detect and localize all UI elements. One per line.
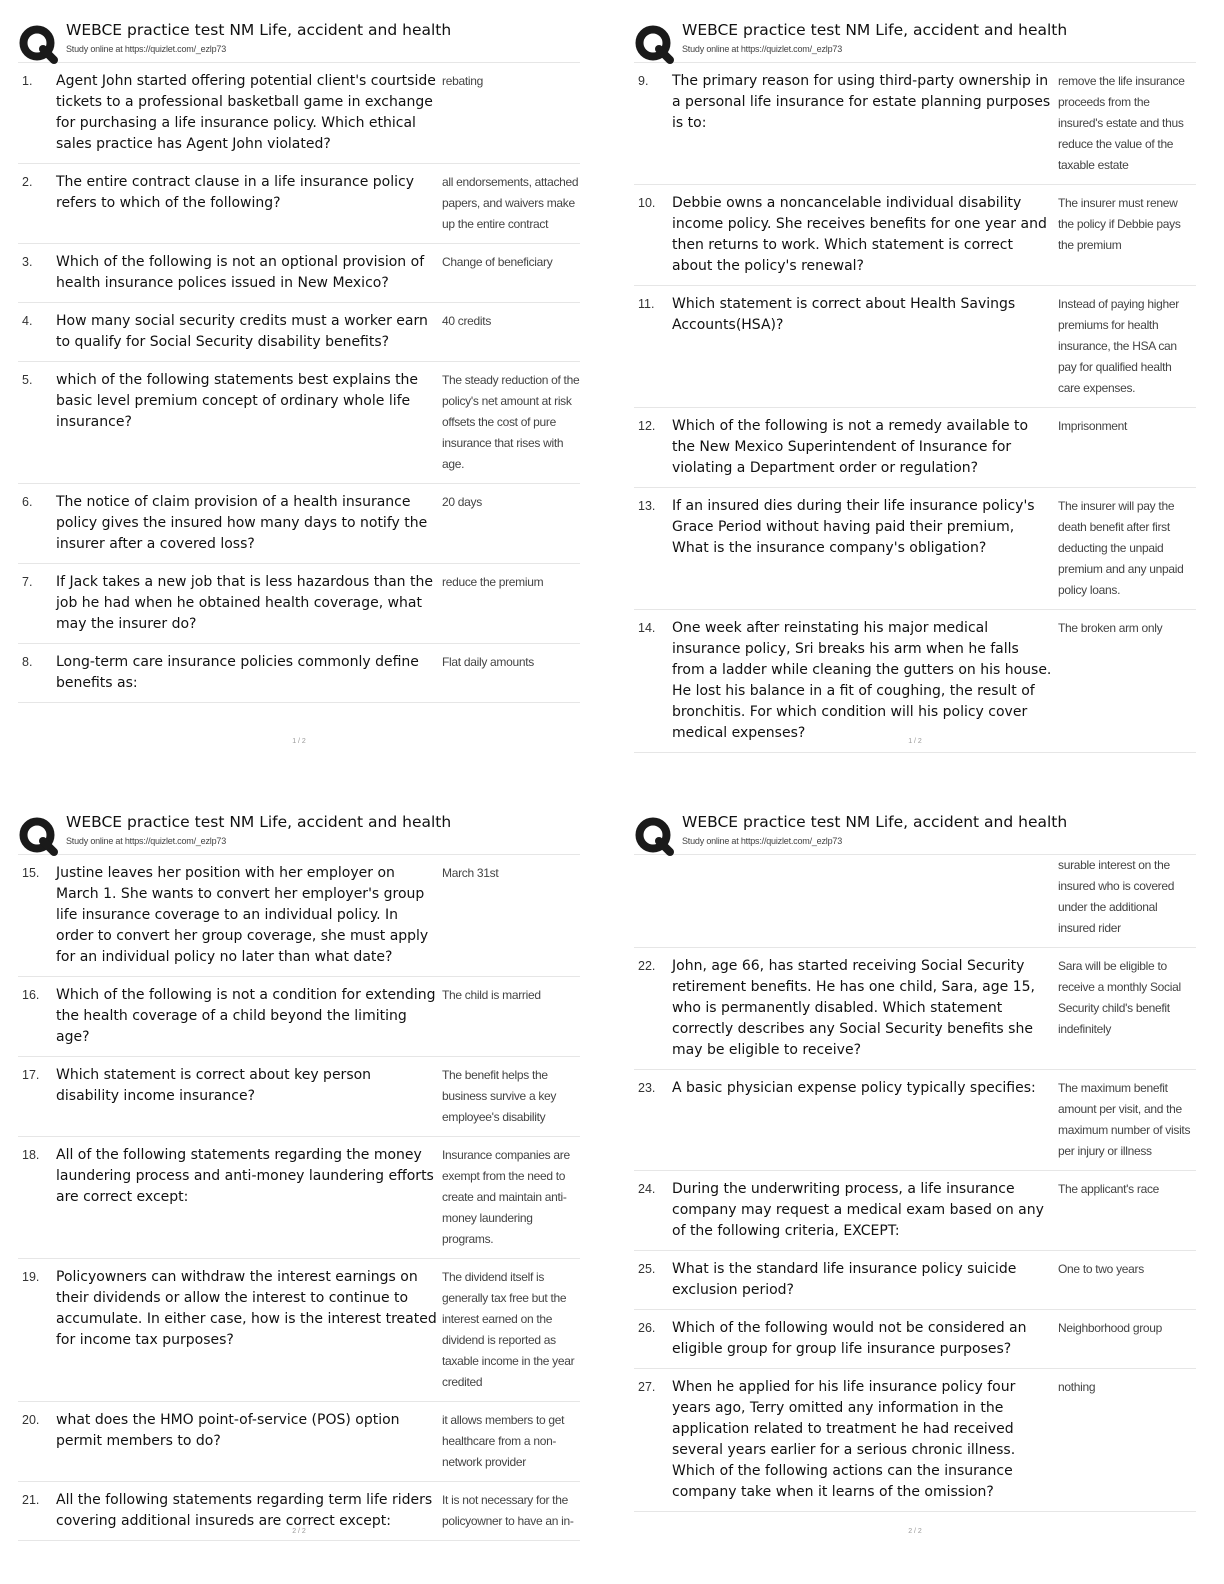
page-title: WEBCE practice test NM Life, accident and health — [66, 813, 452, 831]
study-online-link[interactable]: Study online at https://quizlet.com/_ezlp73 — [682, 836, 843, 846]
answer-text: Imprisonment — [1058, 419, 1128, 433]
question-row — [18, 855, 580, 977]
question-number: 21. — [22, 1493, 40, 1507]
question-row — [634, 948, 1196, 1070]
page-number: 1 / 2 — [292, 738, 306, 745]
question-row — [18, 564, 580, 644]
quizlet-logo-icon — [18, 24, 58, 64]
page-4 — [634, 810, 1196, 1535]
question-number: 17. — [22, 1068, 40, 1082]
question-row — [18, 1137, 580, 1259]
question-row — [634, 63, 1196, 185]
question-row — [634, 1070, 1196, 1171]
answer-text: Insurance companies are exempt from the need to create and maintain anti-money laundering programs. — [442, 1148, 570, 1246]
continued-answer-row — [634, 855, 1196, 948]
question-number: 6. — [22, 495, 33, 509]
question-text: Debbie owns a noncancelable individual disability income policy. She receives benefits for one year and then returns to work. Which statement is correct about the policy's renewal? — [672, 195, 1047, 274]
question-text: One week after reinstating his major medical insurance policy, Sri breaks his arm when he falls from a ladder while cleaning the gutters on his house. He lost his balance in a fit of coughing, the result of bronchitis. For which condition will his policy cover medical expenses? — [672, 620, 1052, 741]
answer-text: March 31st — [442, 866, 499, 880]
question-number: 5. — [22, 373, 33, 387]
question-number: 20. — [22, 1413, 40, 1427]
answer-text: The maximum benefit amount per visit, and the maximum number of visits per injury or illness — [1058, 1081, 1191, 1158]
answer-text: The benefit helps the business survive a key employee's disability — [442, 1068, 557, 1124]
page-1 — [18, 18, 580, 745]
question-text: If Jack takes a new job that is less hazardous than the job he had when he obtained health coverage, what may the insurer do? — [56, 574, 433, 632]
question-row — [18, 1259, 580, 1402]
question-row — [18, 1402, 580, 1482]
question-text: The entire contract clause in a life insurance policy refers to which of the following? — [56, 174, 414, 211]
question-text: All of the following statements regarding the money laundering process and anti-money laundering efforts are correct except: — [56, 1147, 434, 1205]
answer-text: rebating — [442, 74, 483, 88]
question-row — [18, 244, 580, 303]
page-title: WEBCE practice test NM Life, accident and health — [66, 21, 452, 39]
question-row — [18, 63, 580, 164]
question-text: The notice of claim provision of a health insurance policy gives the insured how many days to notify the insurer after a covered loss? — [56, 494, 428, 552]
question-list — [634, 62, 1196, 753]
answer-text: nothing — [1058, 1380, 1096, 1394]
page-header — [634, 810, 1196, 854]
answer-text: The steady reduction of the policy's net amount at risk offsets the cost of pure insurance that rises with age. — [442, 373, 580, 471]
answer-text: Instead of paying higher premiums for health insurance, the HSA can pay for qualified health care expenses. — [1058, 297, 1179, 395]
page-title: WEBCE practice test NM Life, accident and health — [682, 21, 1068, 39]
question-number: 8. — [22, 655, 33, 669]
answer-text: It is not necessary for the policyowner to have an in- — [442, 1493, 574, 1528]
question-number — [634, 855, 672, 939]
question-row — [634, 488, 1196, 610]
question-number: 14. — [638, 621, 656, 635]
answer-text: 40 credits — [442, 314, 492, 328]
question-number: 24. — [638, 1182, 656, 1196]
answer-text: 20 days — [442, 495, 482, 509]
page-number: 1 / 2 — [908, 738, 922, 745]
question-text: Justine leaves her position with her employer on March 1. She wants to convert her employer's group life insurance coverage to an individual policy. In order to convert her group coverage, she must apply for an individual policy no later than what date? — [56, 865, 429, 965]
answer-text: The broken arm only — [1058, 621, 1163, 635]
question-row — [634, 1171, 1196, 1251]
quizlet-logo-icon — [18, 816, 58, 856]
question-text: John, age 66, has started receiving Social Security retirement benefits. He has one child, Sara, age 15, who is permanently disabled. Which statement correctly describes any Social Security benefits she may be eligible to receive? — [672, 958, 1035, 1058]
question-text: what does the HMO point-of-service (POS) option permit members to do? — [56, 1412, 400, 1449]
question-list — [18, 854, 580, 1541]
question-row — [18, 1057, 580, 1137]
study-online-link[interactable]: Study online at https://quizlet.com/_ezlp73 — [682, 44, 843, 54]
question-text: Agent John started offering potential client's courtside tickets to a professional basketball game in exchange for purchasing a life insurance policy. Which ethical sales practice has Agent John violated? — [56, 73, 436, 152]
question-row — [634, 1251, 1196, 1310]
answer-text: Flat daily amounts — [442, 655, 534, 669]
question-row — [634, 408, 1196, 488]
page-title: WEBCE practice test NM Life, accident and health — [682, 813, 1068, 831]
question-text: What is the standard life insurance policy suicide exclusion period? — [672, 1261, 1017, 1298]
question-number: 2. — [22, 175, 33, 189]
question-text: A basic physician expense policy typically specifies: — [672, 1080, 1036, 1096]
question-number: 9. — [638, 74, 649, 88]
question-text: Policyowners can withdraw the interest earnings on their dividends or allow the interest to continue to accumulate. In either case, how is the interest treated for income tax purposes? — [56, 1269, 437, 1348]
page-header — [18, 18, 580, 62]
answer-text: reduce the premium — [442, 575, 544, 589]
answer-text: The insurer must renew the policy if Debbie pays the premium — [1058, 196, 1181, 252]
answer-text: One to two years — [1058, 1262, 1144, 1276]
page-number: 2 / 2 — [292, 1528, 306, 1535]
study-online-link[interactable]: Study online at https://quizlet.com/_ezlp73 — [66, 836, 227, 846]
page-2 — [634, 18, 1196, 753]
question-list — [634, 854, 1196, 1512]
answer-text: The dividend itself is generally tax free but the interest earned on the dividend is reported as taxable income in the year credited — [442, 1270, 575, 1389]
question-number: 22. — [638, 959, 656, 973]
question-row — [634, 185, 1196, 286]
question-row — [634, 610, 1196, 753]
question-number: 18. — [22, 1148, 40, 1162]
question-number: 19. — [22, 1270, 40, 1284]
question-number: 27. — [638, 1380, 656, 1394]
question-number: 13. — [638, 499, 656, 513]
quizlet-logo-icon — [634, 24, 674, 64]
question-row — [18, 484, 580, 564]
answer-text: The applicant's race — [1058, 1182, 1160, 1196]
question-text: All the following statements regarding term life riders covering additional insureds are correct except: — [56, 1492, 433, 1529]
question-row — [634, 1310, 1196, 1369]
page-header — [18, 810, 580, 854]
question-number: 11. — [638, 297, 655, 311]
answer-text: all endorsements, attached papers, and waivers make up the entire contract — [442, 175, 579, 231]
page-number: 2 / 2 — [908, 1528, 922, 1535]
answer-text: Sara will be eligible to receive a monthly Social Security child's benefit indefinitely — [1058, 959, 1181, 1036]
question-text: The primary reason for using third-party ownership in a personal life insurance for estate planning purposes is to: — [672, 73, 1051, 131]
question-number: 1. — [22, 74, 33, 88]
study-online-link[interactable]: Study online at https://quizlet.com/_ezlp73 — [66, 44, 227, 54]
question-number: 10. — [638, 196, 656, 210]
question-text: If an insured dies during their life insurance policy's Grace Period without having paid their premium, What is the insurance company's obligation? — [672, 498, 1035, 556]
question-number: 23. — [638, 1081, 656, 1095]
question-text: Which of the following is not a remedy available to the New Mexico Superintendent of Insurance for violating a Department order or regulation? — [672, 418, 1029, 476]
question-number: 4. — [22, 314, 33, 328]
question-list — [18, 62, 580, 703]
answer-text: Neighborhood group — [1058, 1321, 1163, 1335]
question-number: 26. — [638, 1321, 656, 1335]
answer-text: remove the life insurance proceeds from the insured's estate and thus reduce the value of the taxable estate — [1058, 74, 1185, 172]
question-text: which of the following statements best explains the basic level premium concept of ordinary whole life insurance? — [56, 372, 419, 430]
question-text: Long-term care insurance policies commonly define benefits as: — [56, 654, 419, 691]
answer-text: Change of beneficiary — [442, 255, 553, 269]
question-text: Which of the following is not a condition for extending the health coverage of a child beyond the limiting age? — [56, 987, 436, 1045]
question-text: Which statement is correct about Health Savings Accounts(HSA)? — [672, 296, 1016, 333]
question-text — [672, 855, 1058, 939]
page-header — [634, 18, 1196, 62]
question-text: How many social security credits must a worker earn to qualify for Social Security disability benefits? — [56, 313, 428, 350]
answer-text: it allows members to get healthcare from a non-network provider — [442, 1413, 565, 1469]
question-row — [634, 1369, 1196, 1512]
question-number: 12. — [638, 419, 656, 433]
answer-text: The child is married — [442, 988, 541, 1002]
answer-text: The insurer will pay the death benefit after first deducting the unpaid premium and any unpaid policy loans. — [1058, 499, 1184, 597]
question-number: 25. — [638, 1262, 656, 1276]
question-number: 7. — [22, 575, 33, 589]
question-text: During the underwriting process, a life insurance company may request a medical exam based on any of the following criteria, EXCEPT: — [672, 1181, 1044, 1239]
question-text: Which statement is correct about key person disability income insurance? — [56, 1067, 372, 1104]
question-row — [18, 303, 580, 362]
question-row — [18, 644, 580, 703]
question-number: 3. — [22, 255, 33, 269]
quizlet-logo-icon — [634, 816, 674, 856]
question-number: 16. — [22, 988, 40, 1002]
question-text: Which of the following would not be considered an eligible group for group life insurance purposes? — [672, 1320, 1027, 1357]
question-row — [18, 362, 580, 484]
question-number: 15. — [22, 866, 40, 880]
question-row — [18, 164, 580, 244]
answer-text-continued: surable interest on the insured who is covered under the additional insured rider — [1058, 858, 1175, 935]
question-text: When he applied for his life insurance policy four years ago, Terry omitted any information in the application related to treatment he had received several years earlier for a serious chronic illness. Which of the following actions can the insurance company take when it learns of the omission? — [672, 1379, 1016, 1500]
question-text: Which of the following is not an optional provision of health insurance polices issued in New Mexico? — [56, 254, 425, 291]
question-row — [18, 977, 580, 1057]
question-row — [634, 286, 1196, 408]
page-3 — [18, 810, 580, 1541]
